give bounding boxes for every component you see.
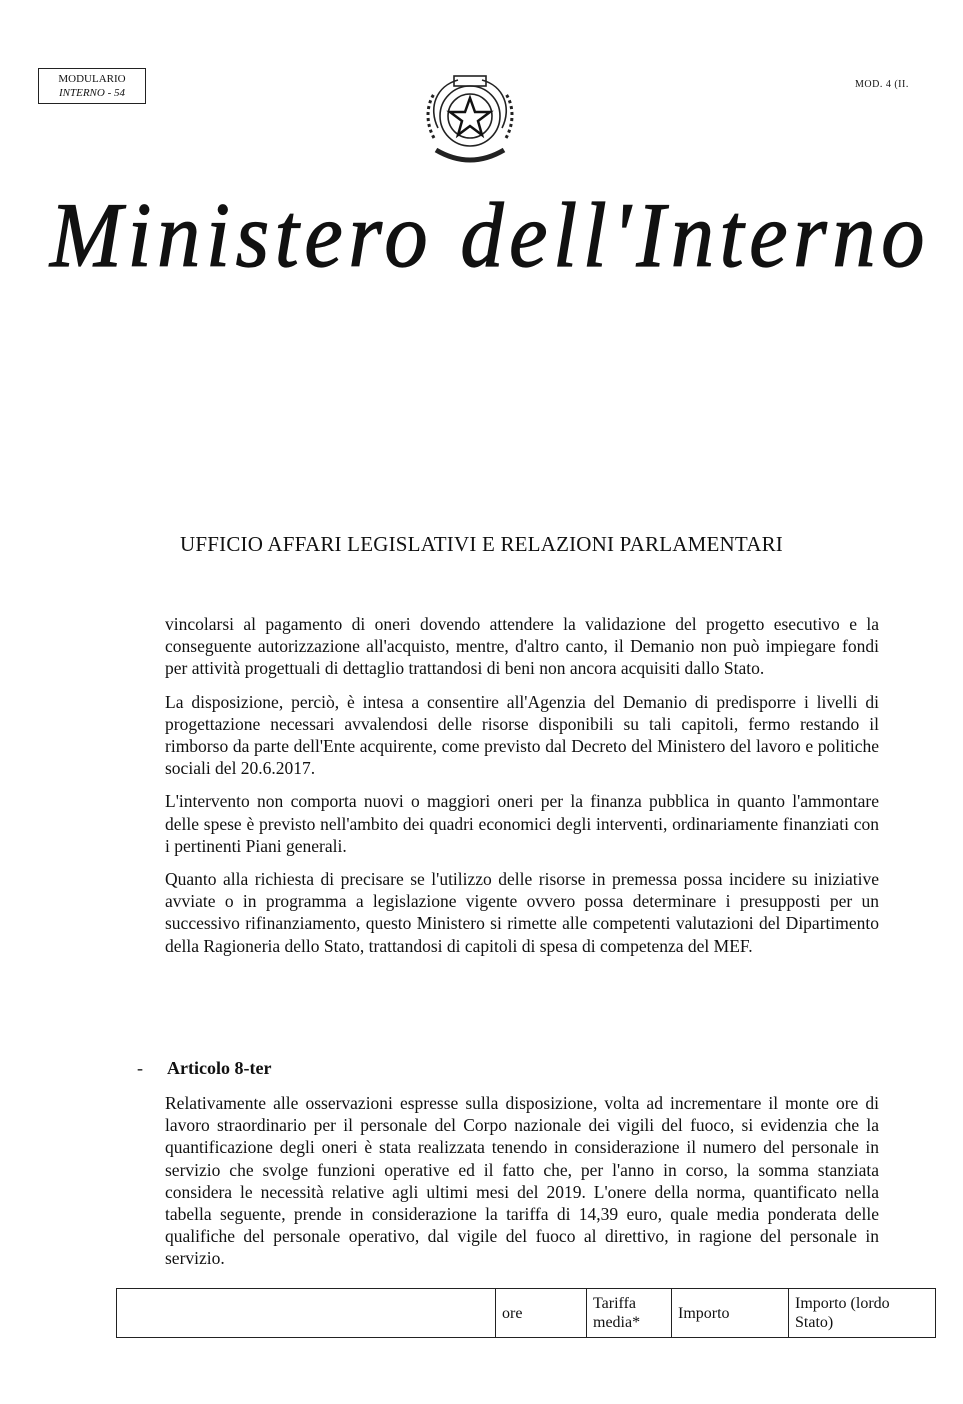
section-paragraph: Relativamente alle osservazioni espresse sulla disposizione, volta ad incrementare il monte ore di lavoro straordinario per il personale del Corpo nazionale dei vigili del fuoco, si evidenzia che la quantificazione degli oneri è stata realizzata tenendo in considerazione il numero del personale in servizio che svolge funzioni operative ed il fatto che, per l'anno in corso, la somma stanziata considera le necessità relative agli ultimi mesi del 2019. L'onere della norma, quantificato nella tabella seguente, prende in considerazione la tariffa di 14,39 euro, quale media ponderata delle qualifiche del personale operativo, dal vigile del fuoco al direttivo, in ragione del personale in servizio. [165, 1093, 879, 1269]
table-header-ore: ore [496, 1289, 587, 1338]
paragraph: La disposizione, perciò, è intesa a consentire all'Agenzia del Demanio di predisporre i livelli di progettazione necessari avvalendosi delle risorse disponibili su tali capitoli, fermo restando il rimborso da parte dell'Ente acquirente, come previsto dal Decreto del Ministero del lavoro e politiche sociali del 20.6.2017. [165, 691, 879, 779]
mod-reference: MOD. 4 (II. [855, 79, 909, 90]
bullet-dash: - [137, 1058, 143, 1078]
body-text [165, 613, 879, 968]
table-row [117, 1289, 936, 1338]
ministry-logo-text: Ministero dell'Interno [48, 184, 930, 286]
paragraph: L'intervento non comporta nuovi o maggiori oneri per la finanza pubblica in quanto l'ammontare delle spese è previsto nell'ambito dei quadri economici degli interventi, ordinariamente finanziati con i pertinenti Piani generali. [165, 791, 879, 856]
republic-emblem-icon [418, 68, 522, 180]
ministry-script-logo [40, 168, 940, 288]
table-header-importo: Importo [672, 1289, 789, 1338]
modulario-box [38, 68, 146, 104]
modulario-label: MODULARIO [58, 73, 126, 85]
interno-label: INTERNO - 54 [59, 87, 125, 99]
paragraph: vincolarsi al pagamento di oneri dovendo attendere la validazione del progetto esecutivo e la conseguente autorizzazione all'acquisto, mentre, d'altro canto, il Demanio non può impiegare fondi per attività progettuali di dettaglio trattandosi di beni non ancora acquisiti dallo Stato. [165, 614, 879, 679]
section-body [165, 1092, 879, 1270]
section-title: Articolo 8-ter [167, 1058, 272, 1078]
table-header-tariffa: Tariffa media* [587, 1289, 672, 1338]
office-title: UFFICIO AFFARI LEGISLATIVI E RELAZIONI PARLAMENTARI [180, 532, 783, 556]
section-heading [137, 1058, 271, 1079]
paragraph: Quanto alla richiesta di precisare se l'utilizzo delle risorse in premessa possa incidere su iniziative avviate o in programma a legislazione vigente ovvero possa determinare i presupposti per un successivo rifinanziamento, questo Ministero si rimette alle competenti valutazioni del Dipartimento della Ragioneria dello Stato, trattandosi di capitoli di spesa di competenza del MEF. [165, 869, 879, 956]
cost-table [116, 1288, 936, 1338]
table-header-cell [117, 1289, 496, 1338]
table-header-importo-lordo: Importo (lordo Stato) [789, 1289, 936, 1338]
